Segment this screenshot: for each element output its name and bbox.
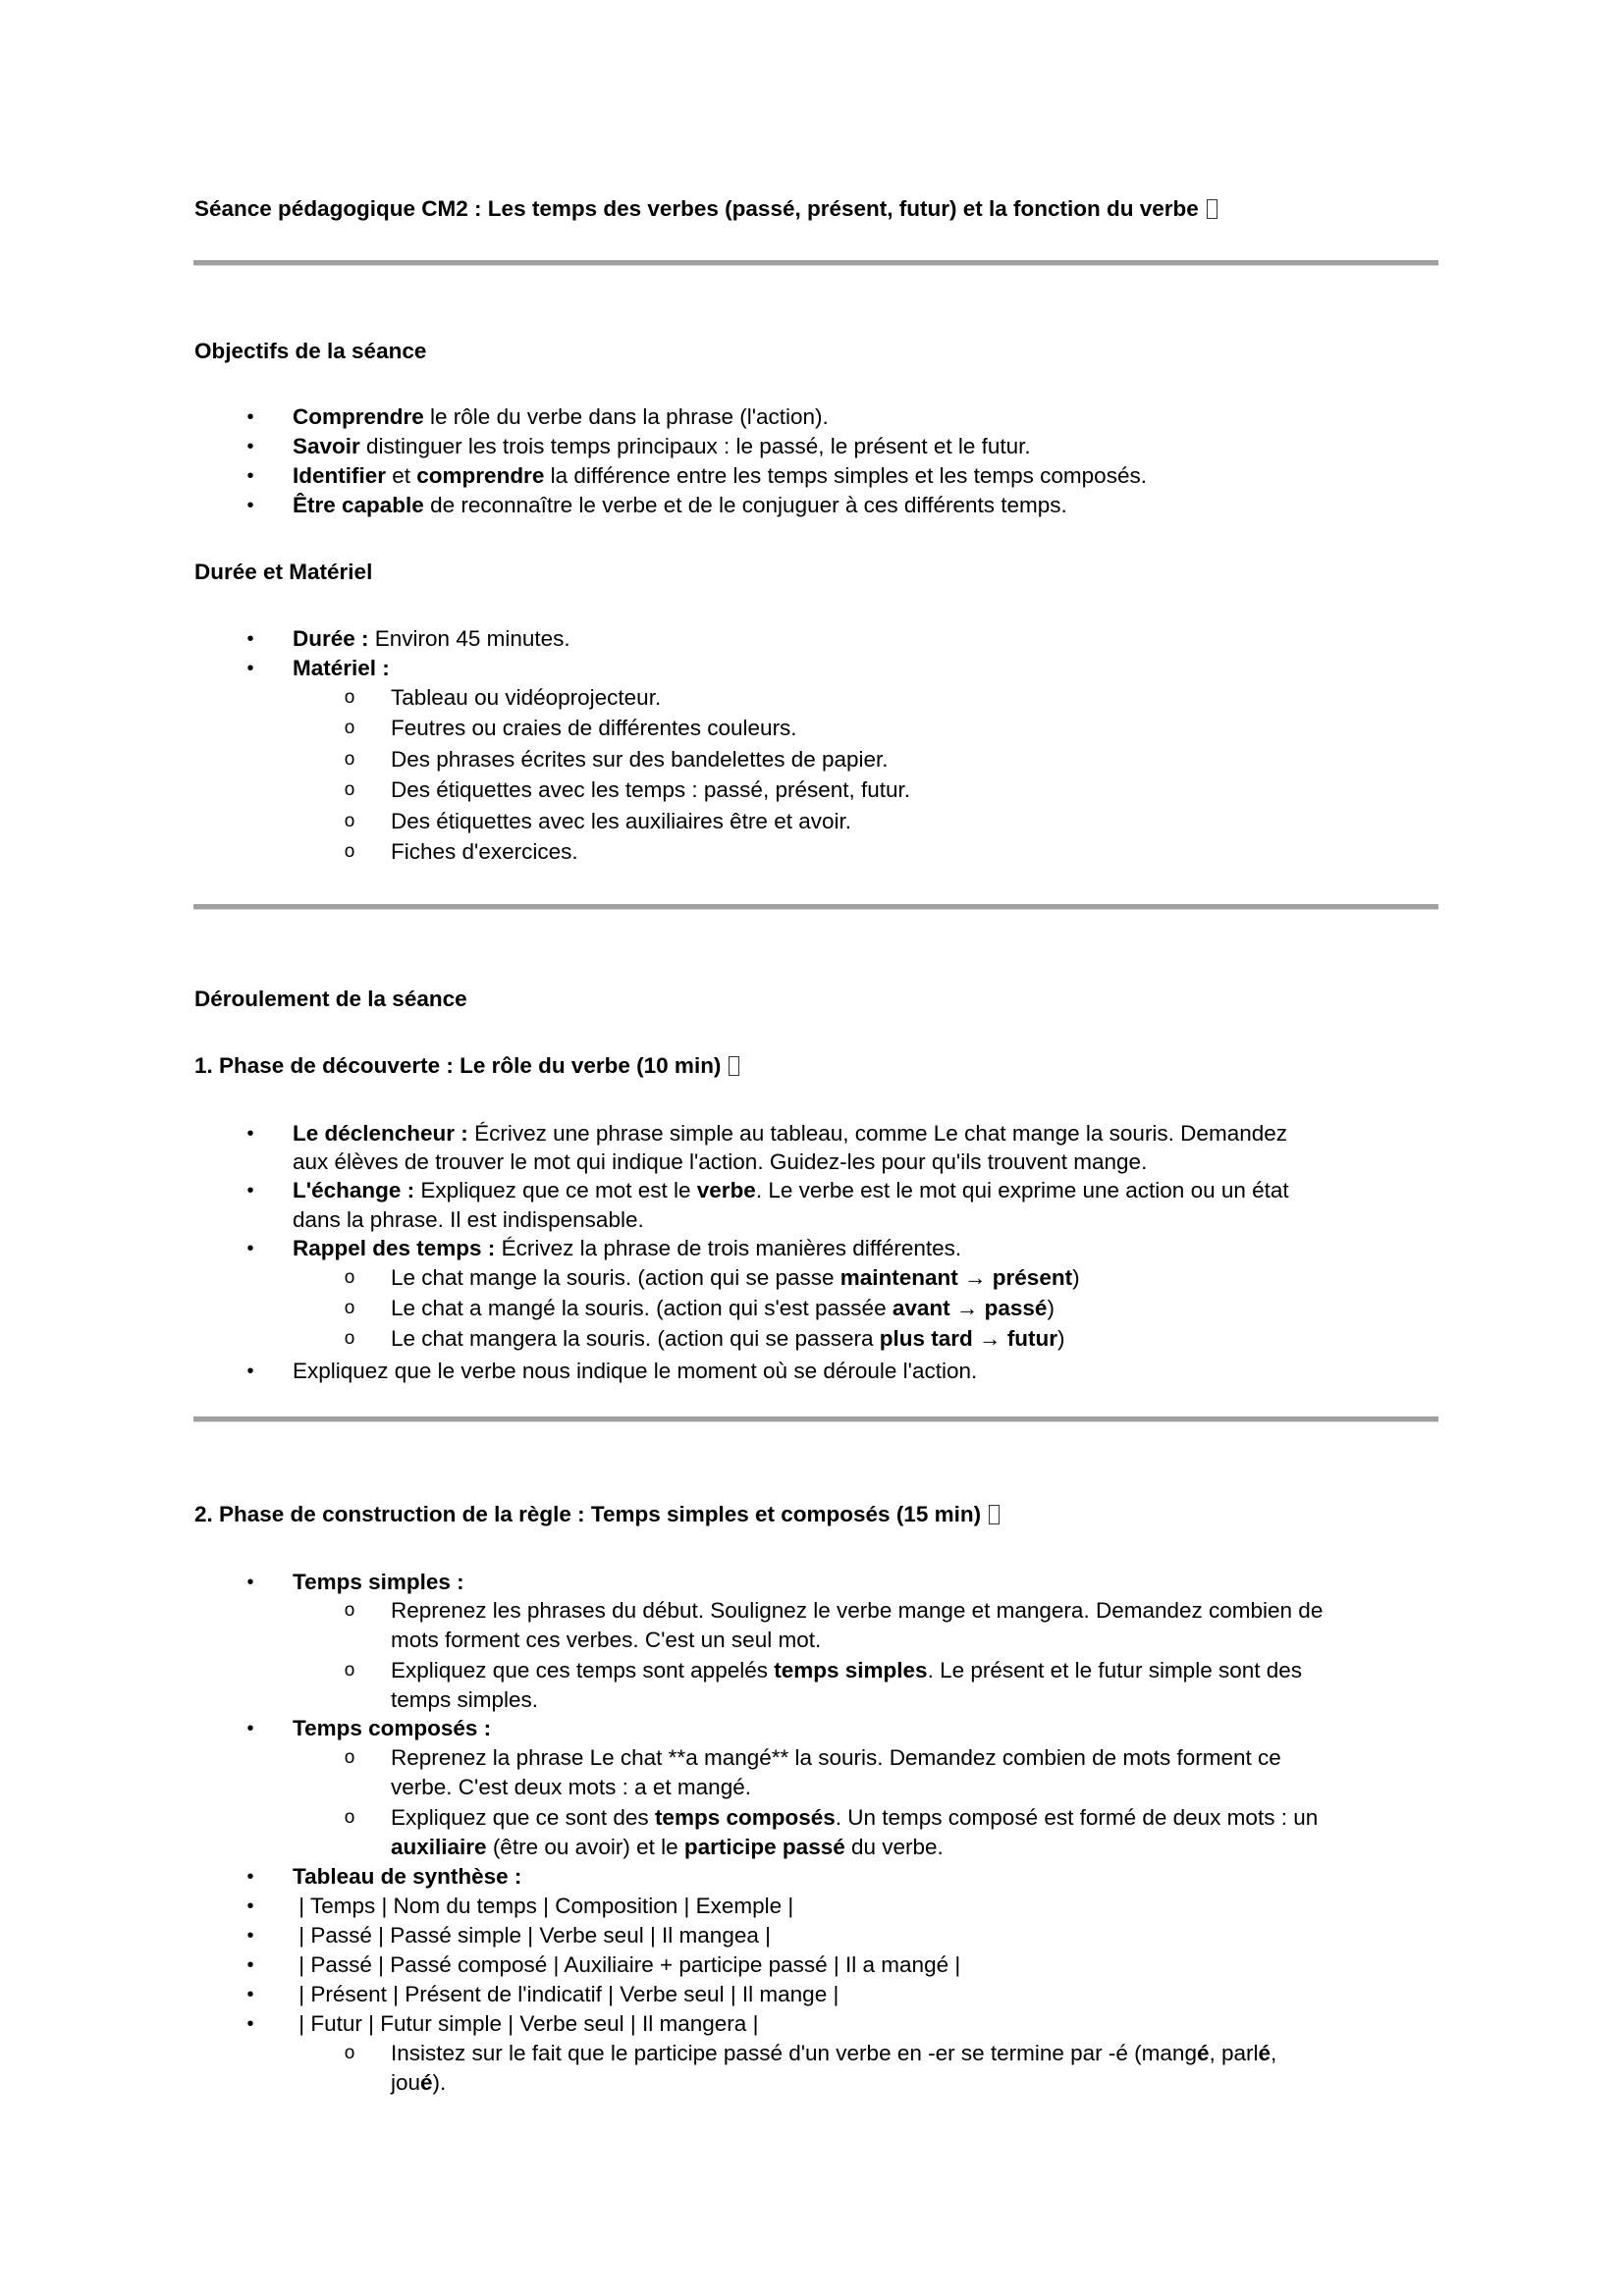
list-item-duree: Durée : Environ 45 minutes.: [293, 626, 570, 651]
sub-list-item: Des phrases écrites sur des bandelettes de papier.: [391, 747, 889, 772]
sub-bullet-icon: o: [344, 811, 355, 831]
list-item-temps-composes: Temps composés :: [293, 1716, 492, 1740]
bullet-icon: •: [246, 1896, 254, 1917]
list-item-materiel: Matériel :: [293, 656, 390, 680]
bullet-icon: •: [246, 2013, 254, 2035]
list-item-echange: L'échange : Expliquez que ce mot est le verbe. Le verbe est le mot qui exprime une action ou un état: [293, 1178, 1289, 1202]
list-item-continuation: dans la phrase. Il est indispensable.: [293, 1207, 644, 1232]
horizontal-rule: [193, 260, 1438, 266]
bullet-icon: •: [246, 436, 254, 457]
section-heading-duree-materiel: Durée et Matériel: [194, 560, 373, 584]
bullet-icon: •: [246, 1718, 254, 1739]
document-title: Séance pédagogique CM2 : Les temps des verbes (passé, présent, futur) et la fonction du verbe: [194, 194, 1218, 224]
bullet-icon: •: [246, 495, 254, 516]
horizontal-rule: [193, 1416, 1438, 1422]
bullet-icon: •: [246, 1866, 254, 1888]
bullet-icon: •: [246, 406, 254, 428]
list-item-declencheur: Le déclencheur : Écrivez une phrase simple au tableau, comme Le chat mange la souris. Demandez: [293, 1121, 1287, 1146]
sub-list-item-note: Insistez sur le fait que le participe passé d'un verbe en -er se termine par -é (mangé, parlé,: [391, 2041, 1277, 2065]
list-item: Comprendre le rôle du verbe dans la phrase (l'action).: [293, 404, 829, 429]
sub-list-item: Fiches d'exercices.: [391, 839, 578, 864]
sub-list-item: Le chat a mangé la souris. (action qui s'est passée avant → passé): [391, 1296, 1055, 1320]
sub-bullet-icon: o: [344, 1600, 355, 1621]
bullet-icon: •: [246, 658, 254, 679]
sub-list-item: Expliquez que ces temps sont appelés temps simples. Le présent et le futur simple sont des: [391, 1658, 1303, 1682]
bullet-icon: •: [246, 628, 254, 650]
sub-bullet-icon: o: [344, 1298, 355, 1318]
sub-bullet-icon: o: [344, 1747, 355, 1768]
sub-bullet-icon: o: [344, 2043, 355, 2063]
section-heading-objectifs: Objectifs de la séance: [194, 339, 427, 363]
sub-list-item: Le chat mangera la souris. (action qui se passera plus tard → futur): [391, 1326, 1065, 1351]
table-row: | Passé | Passé composé | Auxiliaire + participe passé | Il a mangé |: [293, 1952, 961, 1977]
sub-list-item-continuation: mots forment ces verbes. C'est un seul mot.: [391, 1628, 822, 1652]
sub-list-item-continuation: verbe. C'est deux mots : a et mangé.: [391, 1775, 751, 1799]
sub-bullet-icon: o: [344, 1660, 355, 1681]
bullet-icon: •: [246, 465, 254, 487]
phase1-heading: 1. Phase de découverte : Le rôle du verbe (10 min): [194, 1051, 739, 1081]
sub-bullet-icon: o: [344, 749, 355, 770]
list-item-continuation: aux élèves de trouver le mot qui indique l'action. Guidez-les pour qu'ils trouvent mange.: [293, 1149, 1148, 1174]
missing-glyph-icon: [1207, 199, 1218, 219]
list-item-rappel: Rappel des temps : Écrivez la phrase de trois manières différentes.: [293, 1236, 962, 1260]
sub-bullet-icon: o: [344, 687, 355, 708]
sub-list-item: Des étiquettes avec les auxiliaires être et avoir.: [391, 809, 851, 833]
sub-list-item: Le chat mange la souris. (action qui se passe maintenant → présent): [391, 1265, 1080, 1290]
section-heading-deroulement: Déroulement de la séance: [194, 987, 467, 1011]
list-item-tableau: Tableau de synthèse :: [293, 1864, 522, 1889]
list-item: Savoir distinguer les trois temps principaux : le passé, le présent et le futur.: [293, 434, 1031, 458]
table-row-header: | Temps | Nom du temps | Composition | Exemple |: [293, 1894, 794, 1918]
sub-bullet-icon: o: [344, 1807, 355, 1828]
table-row: | Futur | Futur simple | Verbe seul | Il mangera |: [293, 2011, 759, 2036]
table-row: | Passé | Passé simple | Verbe seul | Il mangea |: [293, 1923, 771, 1948]
sub-list-item: Feutres ou craies de différentes couleurs.: [391, 716, 797, 740]
sub-bullet-icon: o: [344, 841, 355, 862]
list-item: Être capable de reconnaître le verbe et de le conjuguer à ces différents temps.: [293, 493, 1067, 517]
missing-glyph-icon: [989, 1505, 1000, 1524]
missing-glyph-icon: [729, 1056, 739, 1076]
sub-list-item: Expliquez que ce sont des temps composés. Un temps composé est formé de deux mots : un: [391, 1805, 1319, 1830]
sub-list-item-continuation: temps simples.: [391, 1687, 539, 1712]
bullet-icon: •: [246, 1180, 254, 1201]
sub-list-item-continuation: auxiliaire (être ou avoir) et le participe passé du verbe.: [391, 1835, 944, 1859]
sub-list-item: Tableau ou vidéoprojecteur.: [391, 685, 662, 710]
sub-list-item-continuation: joué).: [391, 2070, 447, 2095]
sub-bullet-icon: o: [344, 1267, 355, 1288]
table-row: | Présent | Présent de l'indicatif | Verbe seul | Il mange |: [293, 1982, 839, 2006]
list-item: Identifier et comprendre la différence entre les temps simples et les temps composés.: [293, 463, 1147, 488]
bullet-icon: •: [246, 1572, 254, 1593]
bullet-icon: •: [246, 1984, 254, 2005]
bullet-icon: •: [246, 1123, 254, 1145]
sub-list-item: Reprenez les phrases du début. Soulignez le verbe mange et mangera. Demandez combien de: [391, 1598, 1324, 1623]
bullet-icon: •: [246, 1361, 254, 1382]
sub-bullet-icon: o: [344, 1328, 355, 1349]
bullet-icon: •: [246, 1238, 254, 1259]
list-item-temps-simples: Temps simples :: [293, 1570, 464, 1594]
list-item: Expliquez que le verbe nous indique le moment où se déroule l'action.: [293, 1359, 978, 1383]
sub-list-item: Reprenez la phrase Le chat **a mangé** la souris. Demandez combien de mots forment ce: [391, 1745, 1281, 1770]
bullet-icon: •: [246, 1954, 254, 1976]
phase2-heading: 2. Phase de construction de la règle : Temps simples et composés (15 min): [194, 1500, 1000, 1529]
sub-bullet-icon: o: [344, 718, 355, 738]
sub-list-item: Des étiquettes avec les temps : passé, présent, futur.: [391, 777, 911, 802]
horizontal-rule: [193, 904, 1438, 910]
bullet-icon: •: [246, 1925, 254, 1947]
sub-bullet-icon: o: [344, 779, 355, 800]
